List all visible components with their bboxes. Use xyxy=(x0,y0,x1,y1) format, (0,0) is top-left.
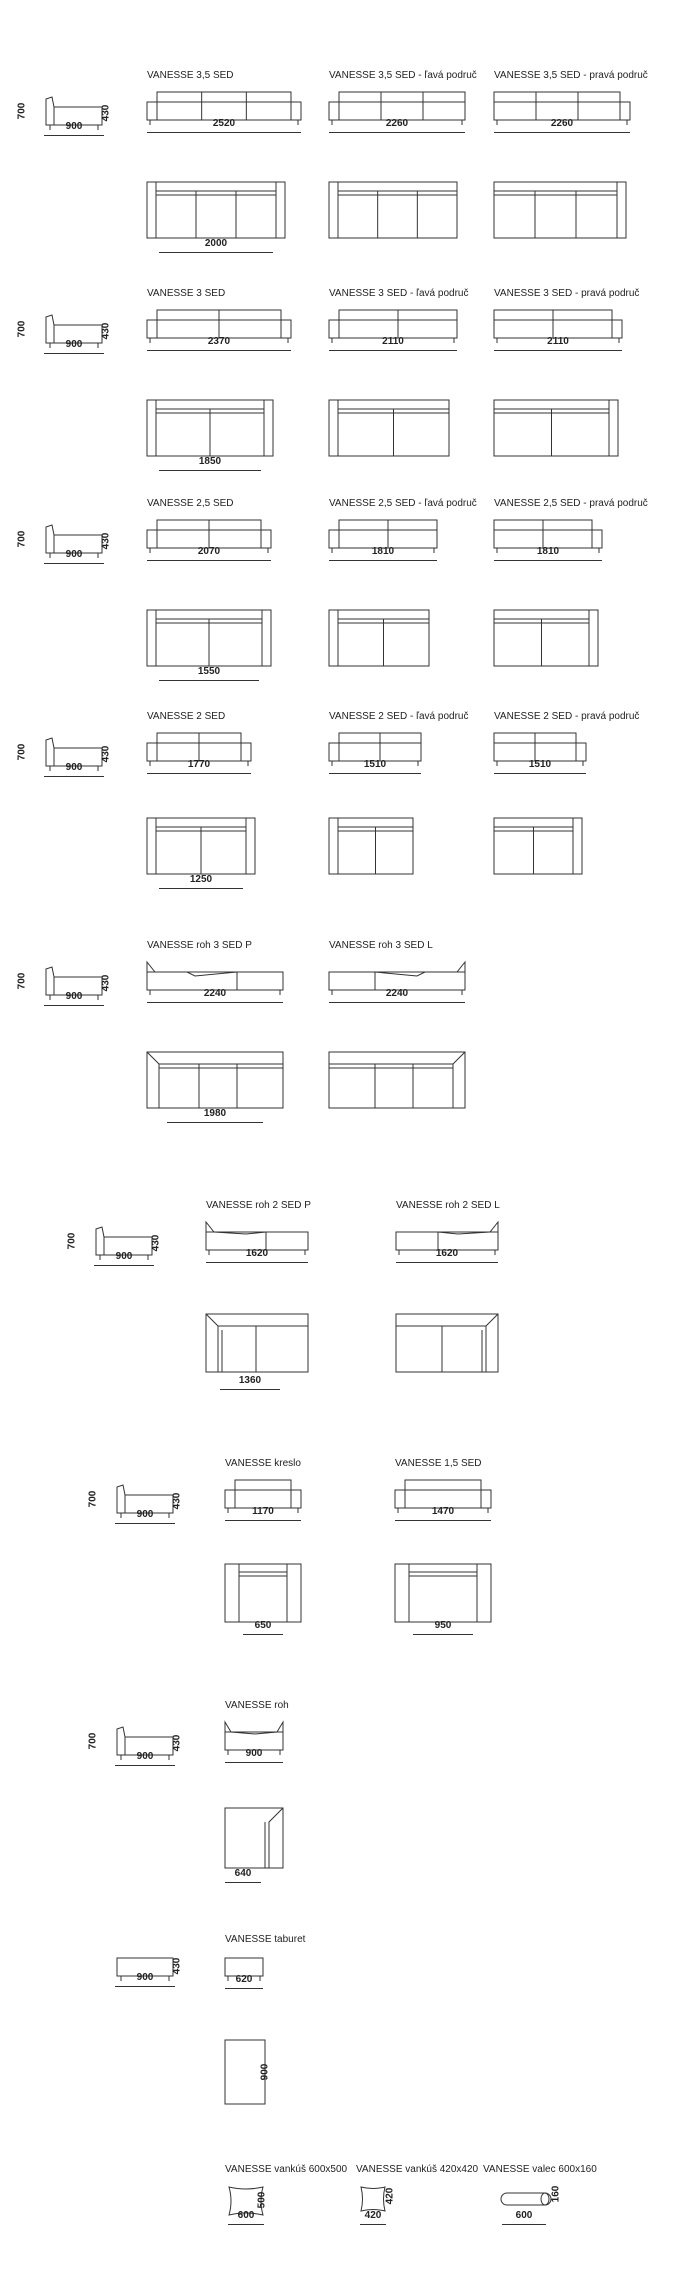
front-view-label-line xyxy=(147,132,301,134)
front-view-label-line xyxy=(395,1520,491,1522)
plan-outline xyxy=(329,818,413,874)
top-view-label-line xyxy=(159,470,261,472)
pillow-420x420 xyxy=(360,2186,386,2212)
front-view-label-line xyxy=(147,1002,283,1004)
side-height-label: 700 xyxy=(65,1232,77,1250)
top-view-label-line xyxy=(159,888,243,890)
front-view-label-line xyxy=(494,132,630,134)
top-view-label: 640 xyxy=(234,1868,252,1879)
front-view-label-line xyxy=(494,350,622,352)
variant-title: VANESSE 3 SED - ľavá područ xyxy=(329,288,469,299)
pillow-width-label-line xyxy=(228,2224,264,2226)
front-view-label-line xyxy=(206,1262,308,1264)
top-view-label-line xyxy=(159,252,273,254)
top-view-label-line xyxy=(243,1634,283,1636)
top-view xyxy=(147,610,271,666)
side-height-label: 700 xyxy=(15,530,27,548)
top-view-label-line xyxy=(167,1122,263,1124)
front-view-label-line xyxy=(225,1988,263,1990)
top-view-label: 1250 xyxy=(189,874,213,885)
side-seat-label: 430 xyxy=(99,974,111,992)
top-view-label: 1980 xyxy=(203,1108,227,1119)
top-view-right xyxy=(494,182,626,238)
top-view-left xyxy=(329,400,449,456)
corner-diagonal xyxy=(329,1052,465,1064)
back-cushions xyxy=(494,92,620,102)
variant-title: VANESSE taburet xyxy=(225,1934,306,1945)
front-view-label: 2240 xyxy=(203,988,227,999)
side-depth-label: 900 xyxy=(65,991,83,1002)
top-view xyxy=(147,182,285,238)
top-view-label-line xyxy=(159,680,259,682)
side-seat-label: 430 xyxy=(170,1492,182,1510)
pillow-width-label: 420 xyxy=(364,2210,382,2221)
front-view-label: 1510 xyxy=(528,759,552,770)
front-view-label: 1770 xyxy=(187,759,211,770)
side-height-label: 700 xyxy=(86,1732,98,1750)
variant-title: VANESSE kreslo xyxy=(225,1458,301,1469)
variant-title: VANESSE 2 SED - pravá područ xyxy=(494,711,640,722)
variant-title: VANESSE 2,5 SED - ľavá područ xyxy=(329,498,477,509)
top-view-left xyxy=(329,182,457,238)
side-height-label: 700 xyxy=(15,102,27,120)
front-view-label: 2110 xyxy=(547,336,569,347)
top-view-label: 1550 xyxy=(197,666,221,677)
corner-top-view xyxy=(329,1052,465,1108)
plan-outline xyxy=(329,400,449,456)
plan-outline xyxy=(147,1052,283,1108)
side-depth-label: 900 xyxy=(136,1751,154,1762)
plan-outline xyxy=(494,400,618,456)
variant-title: VANESSE roh 2 SED L xyxy=(396,1200,500,1211)
side-depth-label-line xyxy=(94,1265,154,1267)
top-view-label-line xyxy=(220,1389,280,1391)
front-view-label: 1470 xyxy=(431,1506,455,1517)
front-view-label-line xyxy=(329,560,437,562)
front-view-label-line xyxy=(329,1002,465,1004)
top-depth-label: 900 xyxy=(258,2063,270,2081)
top-view-label: 2000 xyxy=(204,238,228,249)
side-seat-label: 430 xyxy=(170,1734,182,1752)
front-view-label: 620 xyxy=(235,1974,253,1985)
front-view-label-line xyxy=(396,1262,498,1264)
top-view-label: 950 xyxy=(434,1620,452,1631)
top-view-label: 650 xyxy=(254,1620,272,1631)
corner-top-view xyxy=(396,1314,498,1372)
front-view-label-line xyxy=(225,1520,301,1522)
front-view-label-line xyxy=(329,132,465,134)
plan-outline xyxy=(206,1314,308,1372)
variant-title: VANESSE 2 SED - ľavá područ xyxy=(329,711,469,722)
corner-diagonal xyxy=(396,1314,498,1326)
variant-title: VANESSE roh 3 SED P xyxy=(147,940,252,951)
side-height-label: 700 xyxy=(15,743,27,761)
pillow-outline xyxy=(361,2187,385,2211)
plan-outline xyxy=(329,182,457,238)
roll-600x160 xyxy=(500,2192,552,2206)
top-view-left xyxy=(329,818,413,874)
back-cushions xyxy=(339,92,465,102)
top-view xyxy=(147,818,255,874)
front-view-label: 1810 xyxy=(536,546,560,557)
roll-outline xyxy=(501,2193,551,2205)
front-view-label-line xyxy=(225,1762,283,1764)
plan-outline xyxy=(494,182,626,238)
side-depth-label: 900 xyxy=(65,339,83,350)
side-depth-label-line xyxy=(115,1523,175,1525)
top-view-left xyxy=(329,610,429,666)
side-seat-label: 430 xyxy=(149,1234,161,1252)
front-view-label-line xyxy=(147,560,271,562)
side-depth-label: 900 xyxy=(65,121,83,132)
plan-outline xyxy=(329,1052,465,1108)
plan-outline xyxy=(329,610,429,666)
front-view-label: 2520 xyxy=(212,118,236,129)
corner-back xyxy=(438,1222,498,1250)
side-seat-label: 430 xyxy=(99,104,111,122)
corner-top-view xyxy=(225,1808,283,1868)
variant-title: VANESSE 3 SED - pravá područ xyxy=(494,288,640,299)
side-depth-label-line xyxy=(44,776,104,778)
side-height-label: 700 xyxy=(15,320,27,338)
front-view-label: 1170 xyxy=(252,1506,274,1517)
pillow-height-label: 500 xyxy=(255,2191,267,2209)
roll-end xyxy=(541,2193,549,2205)
corner-diagonal xyxy=(269,1808,283,1868)
variant-title: VANESSE 2 SED xyxy=(147,711,226,722)
front-view-label-line xyxy=(147,773,251,775)
roll-width-label-line xyxy=(502,2224,546,2226)
top-view-right xyxy=(494,818,582,874)
variant-title: VANESSE 1,5 SED xyxy=(395,1458,482,1469)
side-seat-label: 430 xyxy=(99,745,111,763)
front-view-label: 2260 xyxy=(385,118,409,129)
variant-title: VANESSE roh xyxy=(225,1700,289,1711)
variant-title: VANESSE vankúš 420x420 xyxy=(356,2164,479,2175)
top-view xyxy=(395,1564,491,1622)
variant-title: VANESSE 3,5 SED - pravá područ xyxy=(494,70,648,81)
front-view-label-line xyxy=(147,350,291,352)
pillow-height-label: 420 xyxy=(383,2187,395,2205)
back-cushions xyxy=(157,92,291,102)
side-seat-label: 430 xyxy=(170,1957,182,1975)
front-view-label-line xyxy=(329,773,421,775)
side-depth-label: 900 xyxy=(65,762,83,773)
variant-title: VANESSE valec 600x160 xyxy=(483,2164,597,2175)
corner-back xyxy=(375,962,465,990)
side-depth-label-line xyxy=(115,1765,175,1767)
variant-title: VANESSE 3,5 SED - ľavá područ xyxy=(329,70,477,81)
pillow-width-label-line xyxy=(360,2224,386,2226)
corner-back xyxy=(206,1222,266,1250)
front-view-label: 1620 xyxy=(435,1248,459,1259)
side-depth-label: 900 xyxy=(136,1509,154,1520)
side-height-label: 700 xyxy=(86,1490,98,1508)
variant-title: VANESSE 2,5 SED - pravá područ xyxy=(494,498,648,509)
variant-title: VANESSE vankúš 600x500 xyxy=(225,2164,348,2175)
side-depth-label: 900 xyxy=(65,549,83,560)
side-depth-label: 900 xyxy=(136,1972,154,1983)
front-view-label: 1510 xyxy=(363,759,387,770)
front-view-label-line xyxy=(494,773,586,775)
top-view xyxy=(147,400,273,456)
front-view-label: 1810 xyxy=(371,546,395,557)
side-seat-label: 430 xyxy=(99,322,111,340)
front-view-label-line xyxy=(494,560,602,562)
side-depth-label-line xyxy=(44,1005,104,1007)
front-view-label: 2240 xyxy=(385,988,409,999)
variant-title: VANESSE 3,5 SED xyxy=(147,70,234,81)
plan-outline xyxy=(225,1564,301,1622)
front-view-label: 1620 xyxy=(245,1248,269,1259)
corner-diagonal xyxy=(147,1052,283,1064)
variant-title: VANESSE 3 SED xyxy=(147,288,226,299)
side-depth-label-line xyxy=(44,135,104,137)
variant-title: VANESSE 2,5 SED xyxy=(147,498,234,509)
roll-width-label: 600 xyxy=(515,2210,533,2221)
side-depth-label: 900 xyxy=(115,1251,133,1262)
plan-outline xyxy=(494,818,582,874)
plan-outline xyxy=(494,610,598,666)
side-depth-label-line xyxy=(44,353,104,355)
corner-diagonal xyxy=(206,1314,308,1326)
plan-outline xyxy=(147,182,285,238)
back-cushions xyxy=(405,1480,481,1490)
plan-outline xyxy=(396,1314,498,1372)
top-view-right xyxy=(494,610,598,666)
top-view-label-line xyxy=(225,1882,261,1884)
top-view-label: 1850 xyxy=(198,456,222,467)
front-view-label: 900 xyxy=(245,1748,263,1759)
roll-height-label: 160 xyxy=(549,2185,561,2203)
side-height-label: 700 xyxy=(15,972,27,990)
side-seat-label: 430 xyxy=(99,532,111,550)
variant-title: VANESSE roh 2 SED P xyxy=(206,1200,311,1211)
top-view xyxy=(225,1564,301,1622)
top-view-right xyxy=(494,400,618,456)
corner-top-view xyxy=(147,1052,283,1108)
top-view-label-line xyxy=(413,1634,473,1636)
front-view-label: 2110 xyxy=(382,336,404,347)
front-view-label-line xyxy=(329,350,457,352)
pillow-width-label: 600 xyxy=(237,2210,255,2221)
corner-top-view xyxy=(206,1314,308,1372)
top-view-label: 1360 xyxy=(238,1375,262,1386)
side-depth-label-line xyxy=(44,563,104,565)
front-view-label: 2370 xyxy=(207,336,231,347)
back-cushions xyxy=(235,1480,291,1490)
front-view-label: 2070 xyxy=(197,546,221,557)
corner-back xyxy=(147,962,237,990)
variant-title: VANESSE roh 3 SED L xyxy=(329,940,433,951)
side-depth-label-line xyxy=(115,1986,175,1988)
front-view-label: 2260 xyxy=(550,118,574,129)
